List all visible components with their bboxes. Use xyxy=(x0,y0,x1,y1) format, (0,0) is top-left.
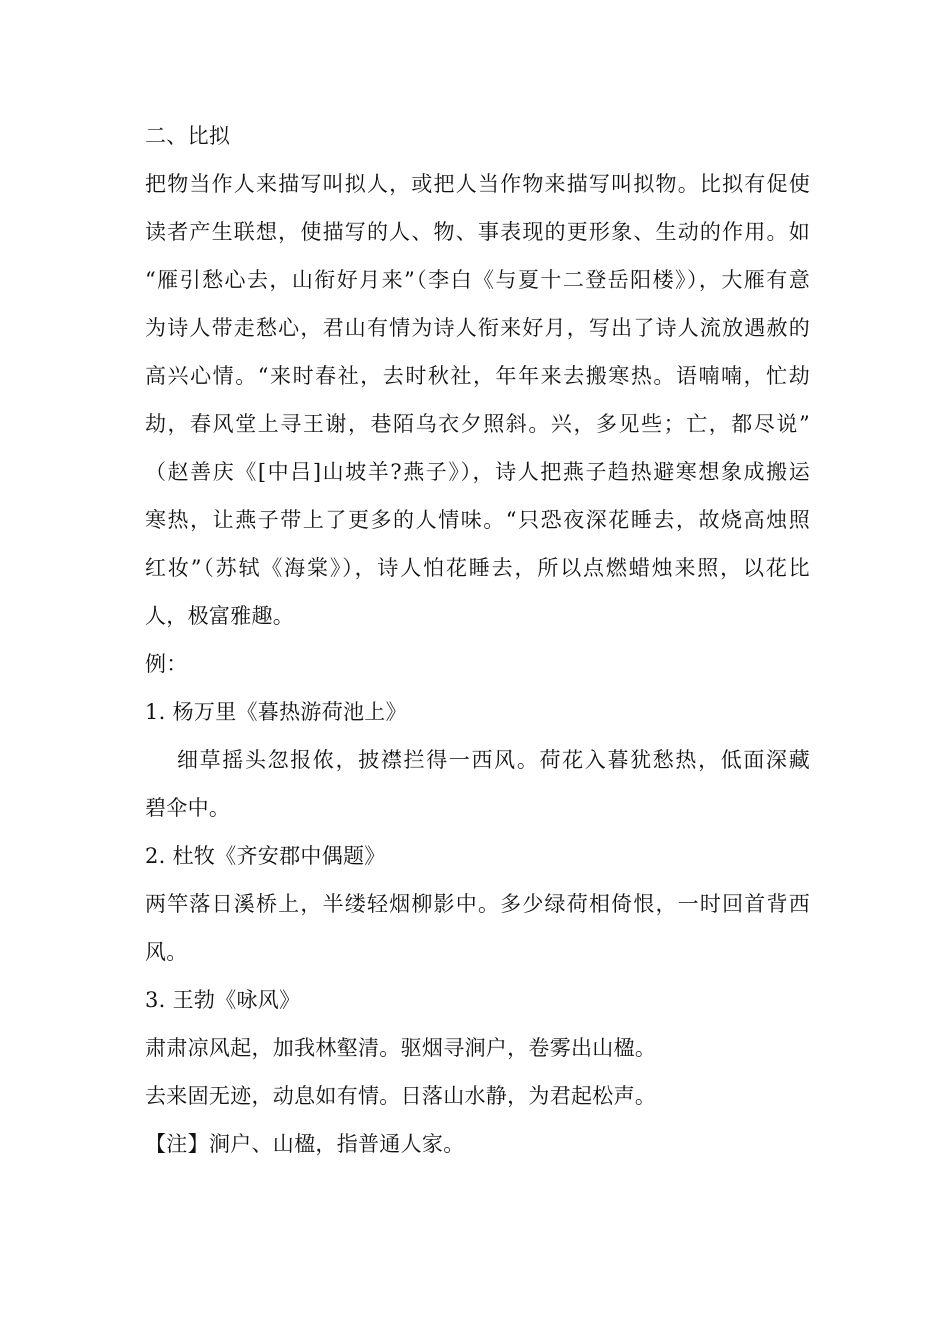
intro-line: 把物当作人来描写叫拟人，或把人当作物来描写叫拟物。比拟有促使 xyxy=(145,172,810,196)
example-label: 例： xyxy=(145,652,188,676)
poem-line: 碧伞中。 xyxy=(145,796,231,820)
poem-line: 细草摇头忽报侬，披襟拦得一西风。荷花入暮犹愁热，低面深藏 xyxy=(177,748,810,772)
poem-line: 两竿落日溪桥上，半缕轻烟柳影中。多少绿荷相倚恨，一时回首背西 xyxy=(145,892,810,916)
intro-line: 寒热，让燕子带上了更多的人情味。“只恐夜深花睡去，故烧高烛照 xyxy=(145,508,810,532)
document-page xyxy=(145,112,810,1168)
example-title: 1. 杨万里《暮热游荷池上》 xyxy=(145,700,407,724)
intro-line: 劫，春风堂上寻王谢，巷陌乌衣夕照斜。兴，多见些；亡，都尽说” xyxy=(145,412,810,436)
poem-line: 肃肃凉风起，加我林壑清。驱烟寻涧户，卷雾出山楹。 xyxy=(145,1036,657,1060)
poem-line: 风。 xyxy=(145,940,188,964)
note-line: 【注】涧户、山楹，指普通人家。 xyxy=(145,1132,465,1156)
intro-line: 高兴心情。“来时春社，去时秋社，年年来去搬寒热。语喃喃，忙劫 xyxy=(145,364,810,388)
section-title: 二、比拟 xyxy=(145,124,231,148)
intro-line: 为诗人带走愁心，君山有情为诗人衔来好月，写出了诗人流放遇赦的 xyxy=(145,316,810,340)
example-title: 3. 王勃《咏风》 xyxy=(145,988,301,1012)
intro-line: “雁引愁心去，山衔好月来”（李白《与夏十二登岳阳楼》），大雁有意 xyxy=(145,268,810,292)
intro-line: 读者产生联想，使描写的人、物、事表现的更形象、生动的作用。如 xyxy=(145,220,810,244)
intro-line: 红妆”（苏轼《海棠》），诗人怕花睡去，所以点燃蜡烛来照，以花比 xyxy=(145,556,810,580)
poem-line: 去来固无迹，动息如有情。日落山水静，为君起松声。 xyxy=(145,1084,657,1108)
example-title: 2. 杜牧《齐安郡中偶题》 xyxy=(145,844,386,868)
intro-line: （赵善庆《[中吕]山坡羊?燕子》），诗人把燕子趋热避寒想象成搬运 xyxy=(145,460,810,484)
intro-line: 人，极富雅趣。 xyxy=(145,604,295,628)
